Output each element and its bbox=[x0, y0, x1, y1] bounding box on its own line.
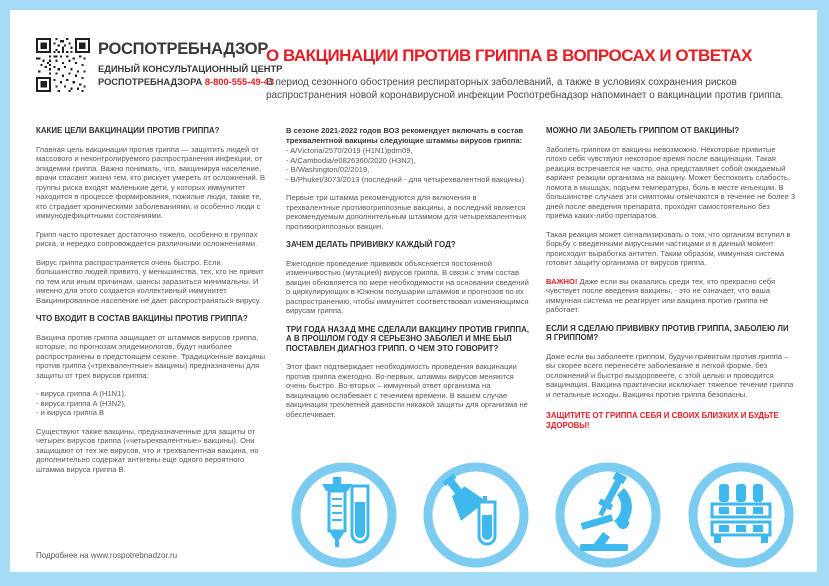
poster-title: О ВАКЦИНАЦИИ ПРОТИВ ГРИППА В ВОПРОСАХ И ОТВЕТАХ bbox=[266, 46, 753, 65]
column-strains bbox=[286, 126, 530, 428]
important-paragraph bbox=[546, 277, 796, 315]
consultation-center-label bbox=[98, 63, 282, 89]
paragraph: Такая реакция может сигнализировать о том, что организм вступил в борьбу с введенными вирусными частицами и в данный момент происходит выработка антител. Таким образом, иммунная система готовит защиту организма от вирусов гриппа. bbox=[546, 229, 791, 268]
question-heading: МОЖНО ЛИ ЗАБОЛЕТЬ ГРИППОМ ОТ ВАКЦИНЫ? bbox=[546, 126, 740, 135]
question-heading: ЕСЛИ Я СДЕЛАЮ ПРИВИВКУ ПРОТИВ ГРИППА, ЗАБОЛЕЮ ЛИ Я ГРИППОМ? bbox=[546, 323, 789, 343]
paragraph: Заболеть гриппом от вакцины невозможно. Некоторые привитые плохо себя чувствуют некоторое время после вакцинации. Такая реакция встречается не часто, она представляет собой ожидаемый вариант реакции организма на вакцину. Может беспокоить слабость, ломота в мышцах, подъем температуры, боль в месте инъекции. В большинстве случаев эти симптомы отмечаются в течение не более 3 дней после введения препарата, проходят самостоятельно без приёма каких-либо препаратов. bbox=[546, 144, 796, 221]
page-border-left bbox=[0, 0, 10, 586]
paragraph: Вакцина против гриппа защищает от штаммов вирусов гриппа, которые, по прогнозам эпидемиологов, будут наиболее распространены в предстоящем сезоне. Традиционные вакцины против гриппа («трехвалентные» вакцины) предназначены для защиты от трех вирусов гриппа: bbox=[36, 332, 266, 380]
question-heading: ЧТО ВХОДИТ В СОСТАВ ВАКЦИНЫ ПРОТИВ ГРИППА? bbox=[36, 314, 248, 324]
strain-list bbox=[286, 146, 530, 184]
column-goals bbox=[36, 126, 266, 483]
agency-logo-title: РОСПОТРЕБНАДЗОР bbox=[98, 40, 269, 58]
qr-code-icon bbox=[36, 38, 90, 92]
question-heading: КАКИЕ ЦЕЛИ ВАКЦИНАЦИИ ПРОТИВ ГРИППА? bbox=[36, 126, 220, 135]
paragraph: Первые три штамма рекомендуются для включения в трехвалентные противогриппозные вакцины, а последний является рекомендуемым дополнительным штаммом для четырехвалентных противогриппозных вакцин. bbox=[286, 193, 527, 231]
list-item: - B/Phuket/3073/2013 (последний - для четырехвалентной вакцины). bbox=[286, 174, 527, 184]
question-heading: ТРИ ГОДА НАЗАД МНЕ СДЕЛАЛИ ВАКЦИНУ ПРОТИВ ГРИППА, А В ПРОШЛОМ ГОДУ Я СЕРЬЕЗНО ЗАБОЛЕЛ И МНЕ БЫЛ ПОСТАВЛЕН ДИАГНОЗ ГРИПП. О ЧЕМ ЭТО ГОВОРИТ? bbox=[286, 324, 529, 353]
page-border-right bbox=[817, 0, 829, 586]
page-border-bottom bbox=[0, 572, 829, 586]
list-item: - B/Washington/02/2019, bbox=[286, 165, 370, 174]
paragraph: Вирус гриппа распространяется очень быстро. Если большинство людей привито, у меньшинства, тех, кто не привит по тем или иным причинам, шансы заразиться минимальны. И именно для этого создается коллективный иммунитет. Вакцинированное население не дает распространяться вирусу. bbox=[36, 257, 264, 305]
paragraph: Ежегодное проведение прививок объясняется постоянной изменчивостью (мутацией) вирусов гриппа. В связи с этим состав вакцин обновляется по мере необходимости на основании сведений о циркулирующих в Южном полушарии штаммов и прогнозов по их распространению, чтобы иммунитет соответствовал изменяющимся вирусам гриппа. bbox=[286, 258, 529, 316]
consultation-center-line1: ЕДИНЫЙ КОНСУЛЬТАЦИОННЫЙ ЦЕНТР bbox=[98, 64, 283, 74]
paragraph: Главная цель вакцинации против гриппа — защитить людей от массового и неконтролируемого распространения инфекции, от эпидемии гриппа. Важно понимать, что, вакцинируя население, врачи спасают жизни тем, кто рискует умереть от осложнений. В группы риска входят маленькие дети, у которых иммунитет находится в процессе формирования, пожилые люди, также те, кто страдает хроническими заболеваниями, и особенно люди с иммунодефицитными состояниями. bbox=[36, 144, 266, 221]
hotline-phone-number: 8-800-555-49-43 bbox=[204, 77, 275, 87]
poster-intro: В период сезонного обострения респираторных заболеваний, а также в условиях сохранения рисков распространения новой коронавирусной инфекции Роспотребнадзор напоминает о вакцинации против гриппа. bbox=[266, 77, 784, 101]
consultation-center-line2: РОСПОТРЕБНАДЗОРА bbox=[98, 77, 203, 87]
list-item: - и вируса гриппа B bbox=[36, 408, 105, 418]
list-item: - вируса гриппа A (H1N1), bbox=[36, 389, 127, 399]
column-safety bbox=[546, 126, 796, 430]
list-item: - A/Victoria/2570/2019 (H1N1)pdm09, bbox=[286, 146, 413, 155]
who-recommendation-lead: В сезоне 2021-2022 годов ВОЗ рекомендует включать в состав трехвалентной вакцины следующие штаммы вирусов гриппа: bbox=[286, 126, 524, 145]
more-info-url: Подробнее на www.rospotrebnadzor.ru bbox=[36, 551, 178, 560]
question-heading: ЗАЧЕМ ДЕЛАТЬ ПРИВИВКУ КАЖДЫЙ ГОД? bbox=[286, 240, 456, 249]
list-item: - вируса гриппа A (H3N2), bbox=[36, 398, 127, 408]
paragraph: Этот факт подтверждает необходимость проведения вакцинации против гриппа ежегодно. Во-первых, штаммы вирусов меняются очень быстро. Во-вторых – иммунный ответ организма на вакцинацию ослабевает с течением времени. В вашем случае вакцинация трехлетней давности никакой защиты для организма не обеспечивает. bbox=[286, 362, 528, 419]
virus-list bbox=[36, 389, 266, 418]
important-label: ВАЖНО! bbox=[546, 276, 578, 286]
paragraph: Даже если вы заболеете гриппом, будучи привитым против гриппа – вы скорее всего перенесёте заболевание в легкой форме, без осложнений и быстро выздоровеете, с этой целью и проводится вакцинация. Вакцина практически исключает тяжелое течение гриппа и летальные исходы. Вакцины против гриппа безопасны. bbox=[546, 351, 794, 399]
list-item: - A/Cambodia/e0826360/2020 (H3N2), bbox=[286, 155, 416, 165]
protect-callout: ЗАЩИТИТЕ ОТ ГРИППА СЕБЯ И СВОИХ БЛИЗКИХ И БУДЬТЕ ЗДОРОВЫ! bbox=[546, 411, 779, 430]
page-border-top bbox=[0, 0, 829, 10]
test-tube-rack-icon bbox=[686, 460, 796, 570]
syringe-and-test-tube-icon bbox=[289, 460, 399, 570]
microscope-icon bbox=[553, 460, 663, 570]
flask-pouring-icon bbox=[421, 460, 531, 570]
paragraph: Существуют также вакцины, предназначенные для защиты от четырех вирусов гриппа («четырехвалентные» вакцины). Они защищают от тех же вирусов, что и трехвалентная вакцина, но дополнительно содержат антигены еще одного вероятного штамма вируса гриппа B. bbox=[36, 426, 259, 474]
paragraph: Грипп часто протекает достаточно тяжело, особенно в группах риска, и нередко сопровождается различными осложнениями. bbox=[36, 229, 258, 249]
important-text: Даже если вы оказались среди тех, кто прекрасно себя чувствует после введения вакцины, - это не означает, что ваша иммунная система не реагирует или вакцина против гриппа не работает. bbox=[546, 276, 776, 315]
